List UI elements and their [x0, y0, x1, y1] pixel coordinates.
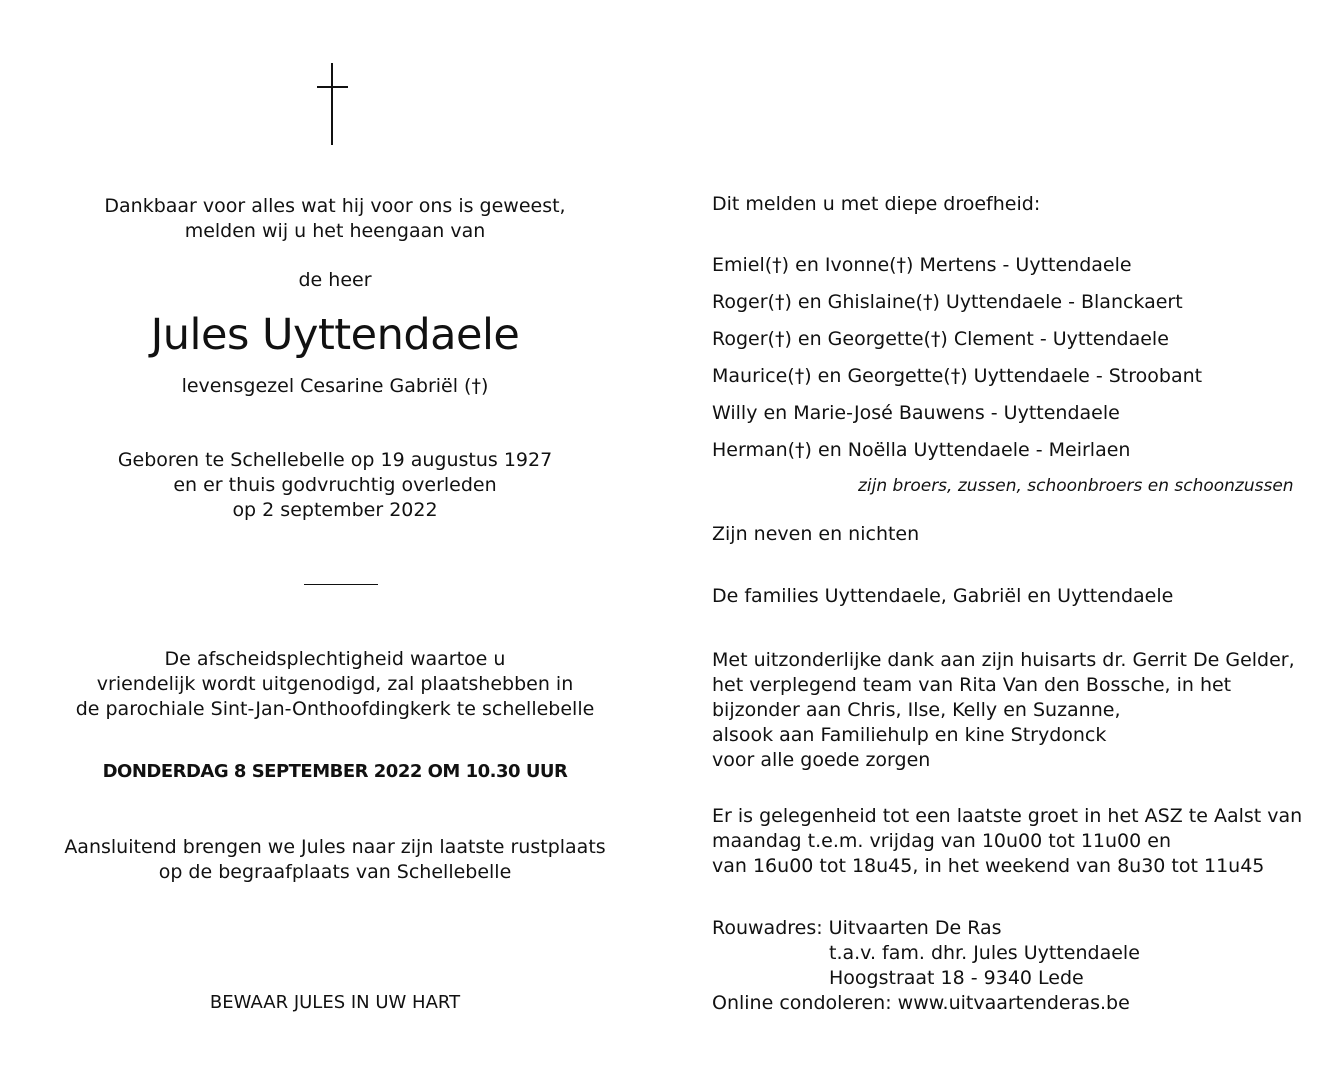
ceremony-date: DONDERDAG 8 SEPTEMBER 2022 OM 10.30 UUR [102, 761, 568, 782]
list-item: Herman(†) en Noëlla Uyttendaele - Meirlaen [712, 439, 1131, 461]
cousins-line: Zijn neven en nichten [712, 523, 920, 545]
list-item: Willy en Marie-José Bauwens - Uyttendaele [712, 402, 1120, 424]
list-item: Roger(†) en Ghislaine(†) Uyttendaele - Blanckaert [712, 291, 1183, 313]
announcement: Dit melden u met diepe droefheid: [712, 193, 1041, 215]
list-item: Emiel(†) en Ivonne(†) Mertens - Uyttendaele [712, 254, 1132, 276]
burial-text: Aansluitend brengen we Jules naar zijn laatste rustplaats op de begraafplaats van Schellebelle [64, 836, 606, 883]
relatives-list [712, 247, 1202, 469]
birth-death-text: Geboren te Schellebelle op 19 augustus 1927 en er thuis godvruchtig overleden op 2 september 2022 [117, 449, 553, 521]
divider-line [304, 584, 378, 585]
online-condolence: Online condoleren: www.uitvaartenderas.be [712, 992, 1130, 1014]
visitation-text: Er is gelegenheid tot een laatste groet in het ASZ te Aalst van maandag t.e.m. vrijdag van 10u00 tot 11u00 en van 16u00 tot 18u45, in het weekend van 8u30 tot 11u45 [712, 805, 1303, 877]
ceremony-text: De afscheidsplechtigheid waartoe u vriendelijk wordt uitgenodigd, zal plaatshebben in de parochiale Sint-Jan-Onthoofdingkerk te schellebelle [75, 648, 595, 720]
families-line: De families Uyttendaele, Gabriël en Uyttendaele [712, 585, 1174, 607]
intro-text: Dankbaar voor alles wat hij voor ons is geweest, melden wij u het heengaan van [104, 195, 566, 242]
closing-line: BEWAAR JULES IN UW HART [209, 992, 461, 1013]
deceased-name: Jules Uyttendaele [150, 310, 520, 360]
list-item: Maurice(†) en Georgette(†) Uyttendaele - Stroobant [712, 365, 1203, 387]
thanks-text: Met uitzonderlijke dank aan zijn huisarts dr. Gerrit De Gelder, het verplegend team van Rita Van den Bossche, in het bijzonder aan Chris, Ilse, Kelly en Suzanne, alsook aan Familiehulp en kine Strydonck voor alle goede zorgen [712, 649, 1295, 771]
partner-line: levensgezel Cesarine Gabriël (†) [181, 375, 489, 397]
list-item: Roger(†) en Georgette(†) Clement - Uyttendaele [712, 328, 1169, 350]
relatives-note: zijn broers, zussen, schoonbroers en schoonzussen [858, 476, 1294, 496]
honorific: de heer [298, 269, 372, 291]
address-block: Rouwadres: Uitvaarten De Ras t.a.v. fam. dhr. Jules Uyttendaele Hoogstraat 18 - 9340 Lede Online condoleren: www.uitvaartenderas.be [712, 917, 1140, 1014]
